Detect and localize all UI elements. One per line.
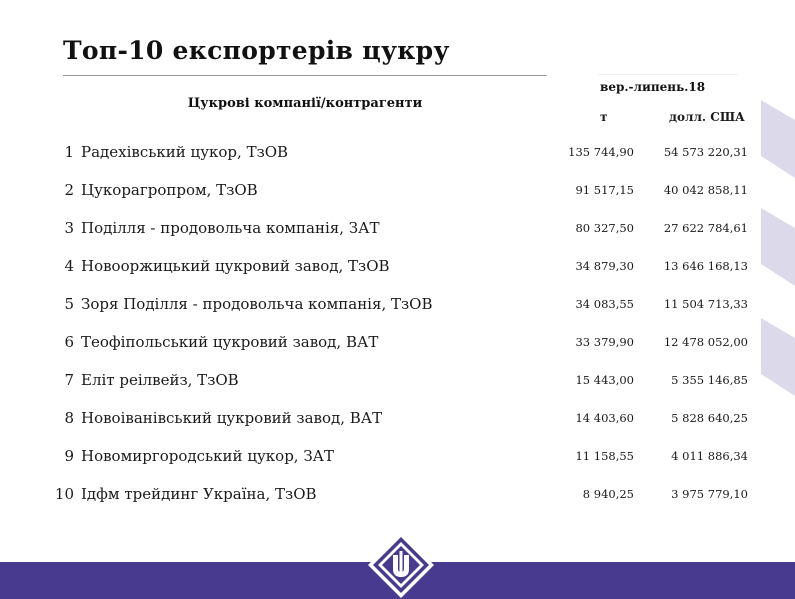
- company-logo-icon: [367, 531, 435, 599]
- row-usd-value: 11 504 713,33: [663, 297, 748, 311]
- row-company-name: Теофіпольський цукровий завод, ВАТ: [81, 333, 379, 351]
- row-rank: 3: [64, 219, 74, 237]
- company-column-header: Цукрові компанії/контрагенти: [187, 96, 423, 111]
- tons-unit-header: т: [600, 110, 608, 124]
- period-divider: [598, 74, 738, 75]
- row-tons-value: 34 083,55: [575, 297, 634, 311]
- row-usd-value: 4 011 886,34: [671, 449, 748, 463]
- decorative-chevron-1: [761, 100, 795, 178]
- row-usd-value: 5 355 146,85: [671, 373, 748, 387]
- row-tons-value: 135 744,90: [568, 145, 634, 159]
- table-row: [0, 295, 795, 315]
- table-row: [0, 409, 795, 429]
- row-usd-value: 54 573 220,31: [663, 145, 748, 159]
- row-usd-value: 5 828 640,25: [671, 411, 748, 425]
- table-row: [0, 447, 795, 467]
- row-tons-value: 80 327,50: [575, 221, 634, 235]
- title-divider: [63, 75, 547, 76]
- row-usd-value: 12 478 052,00: [663, 335, 748, 349]
- row-company-name: Поділля - продовольча компанія, ЗАТ: [81, 219, 380, 237]
- row-tons-value: 8 940,25: [582, 487, 634, 501]
- table-row: [0, 143, 795, 163]
- table-row: [0, 485, 795, 505]
- row-rank: 4: [64, 257, 74, 275]
- row-usd-value: 13 646 168,13: [663, 259, 748, 273]
- decorative-chevron-2: [761, 208, 795, 286]
- row-rank: 9: [64, 447, 74, 465]
- period-header: вер.-липень.18: [600, 80, 706, 94]
- row-tons-value: 15 443,00: [575, 373, 634, 387]
- row-company-name: Ідфм трейдинг Україна, ТзОВ: [81, 485, 317, 503]
- row-company-name: Еліт реілвейз, ТзОВ: [81, 371, 239, 389]
- row-rank: 7: [64, 371, 74, 389]
- usd-unit-header: долл. США: [669, 110, 745, 124]
- row-rank: 6: [64, 333, 74, 351]
- row-rank: 1: [64, 143, 74, 161]
- row-tons-value: 91 517,15: [575, 183, 634, 197]
- row-company-name: Цукорагропром, ТзОВ: [81, 181, 258, 199]
- row-company-name: Новомиргородський цукор, ЗАТ: [81, 447, 335, 465]
- row-tons-value: 14 403,60: [575, 411, 634, 425]
- row-rank: 5: [64, 295, 74, 313]
- row-company-name: Новооржицький цукровий завод, ТзОВ: [81, 257, 390, 275]
- row-tons-value: 34 879,30: [575, 259, 634, 273]
- row-usd-value: 3 975 779,10: [671, 487, 748, 501]
- table-row: [0, 371, 795, 391]
- row-tons-value: 33 379,90: [575, 335, 634, 349]
- row-company-name: Зоря Поділля - продовольча компанія, ТзОВ: [81, 295, 433, 313]
- row-tons-value: 11 158,55: [575, 449, 634, 463]
- table-row: [0, 333, 795, 353]
- row-rank: 8: [64, 409, 74, 427]
- table-row: [0, 219, 795, 239]
- row-rank: 10: [54, 485, 74, 503]
- decorative-chevron-3: [761, 318, 795, 396]
- table-row: [0, 257, 795, 277]
- row-company-name: Радехівський цукор, ТзОВ: [81, 143, 289, 161]
- table-row: [0, 181, 795, 201]
- row-usd-value: 40 042 858,11: [663, 183, 748, 197]
- slide-title: Топ-10 експортерів цукру: [63, 36, 450, 65]
- row-company-name: Новоіванівський цукровий завод, ВАТ: [81, 409, 383, 427]
- row-usd-value: 27 622 784,61: [663, 221, 748, 235]
- row-rank: 2: [64, 181, 74, 199]
